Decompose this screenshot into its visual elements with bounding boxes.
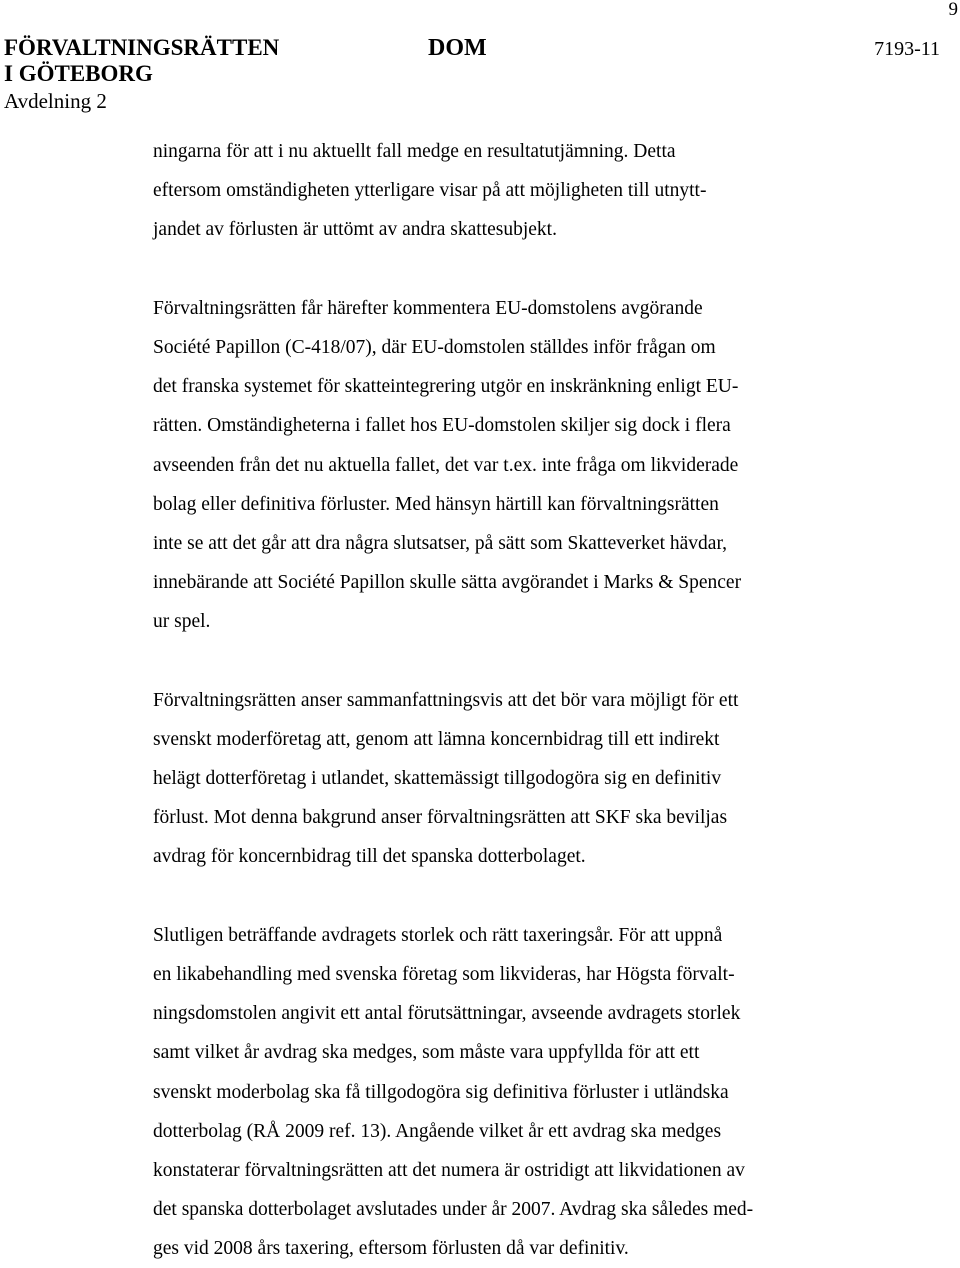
text-line: rätten. Omständigheterna i fallet hos EU-domstolen skiljer sig dock i flera [153,415,731,437]
text-line: innebärande att Société Papillon skulle sätta avgörandet i Marks & Spencer [153,572,742,594]
paragraph-2 [153,289,853,642]
text-line: en likabehandling med svenska företag som likvideras, har Högsta förvalt- [153,963,735,985]
court-name-line2: I GÖTEBORG [4,61,153,86]
paragraph-3 [153,681,853,877]
page-number: 9 [948,0,958,20]
case-number: 7193-11 [874,38,940,60]
text-line: samt vilket år avdrag ska medges, som måste vara uppfyllda för att ett [153,1042,700,1064]
paragraph-gap [153,250,853,289]
text-line: dotterbolag (RÅ 2009 ref. 13). Angående vilket år ett avdrag ska medges [153,1120,722,1142]
text-line: bolag eller definitiva förluster. Med hänsyn härtill kan förvaltningsrätten [153,493,719,515]
text-line: jandet av förlusten är uttömt av andra skattesubjekt. [153,219,557,241]
text-line: ningarna för att i nu aktuellt fall medge en resultatutjämning. Detta [153,141,676,162]
text-line: Förvaltningsrätten får härefter kommentera EU-domstolens avgörande [153,297,703,319]
paragraph-gap [153,877,853,916]
text-line: det franska systemet för skatteintegrering utgör en inskränkning enligt EU- [153,376,739,398]
paragraph-1 [153,132,853,250]
text-line: svenskt moderföretag att, genom att lämna koncernbidrag till ett indirekt [153,728,720,750]
text-line: ur spel. [153,611,211,633]
text-line: avdrag för koncernbidrag till det spanska dotterbolaget. [153,846,586,868]
text-line: Förvaltningsrätten anser sammanfattningsvis att det bör vara möjligt för ett [153,689,739,711]
text-line: Slutligen beträffande avdragets storlek och rätt taxeringsår. För att uppnå [153,924,723,946]
court-name-line1: FÖRVALTNINGSRÄTTEN [4,35,280,60]
text-line: ges vid 2008 års taxering, eftersom förlusten då var definitiv. [153,1238,629,1260]
text-line: förlust. Mot denna bakgrund anser förvaltningsrätten att SKF ska beviljas [153,807,728,829]
court-department: Avdelning 2 [4,89,107,113]
document-body [153,132,853,1268]
text-line: det spanska dotterbolaget avslutades under år 2007. Avdrag ska således med- [153,1199,754,1221]
text-line: konstaterar förvaltningsrätten att det numera är ostridigt att likvidationen av [153,1159,745,1181]
paragraph-4 [153,916,853,1268]
text-line: ningsdomstolen angivit ett antal förutsättningar, avseende avdragets storlek [153,1003,741,1025]
paragraph-gap [153,641,853,680]
text-line: svenskt moderbolag ska få tillgodogöra sig definitiva förluster i utländska [153,1081,729,1103]
text-line: helägt dotterföretag i utlandet, skattemässigt tillgodogöra sig en definitiv [153,768,722,789]
document-type: DOM [428,35,487,61]
text-line: inte se att det går att dra några slutsatser, på sätt som Skatteverket hävdar, [153,532,728,554]
court-name [4,35,279,87]
text-line: Société Papillon (C-418/07), där EU-domstolen ställdes inför frågan om [153,336,716,358]
text-line: eftersom omständigheten ytterligare visar på att möjligheten till utnytt- [153,180,707,202]
text-line: avseenden från det nu aktuella fallet, det var t.ex. inte fråga om likviderade [153,454,739,476]
